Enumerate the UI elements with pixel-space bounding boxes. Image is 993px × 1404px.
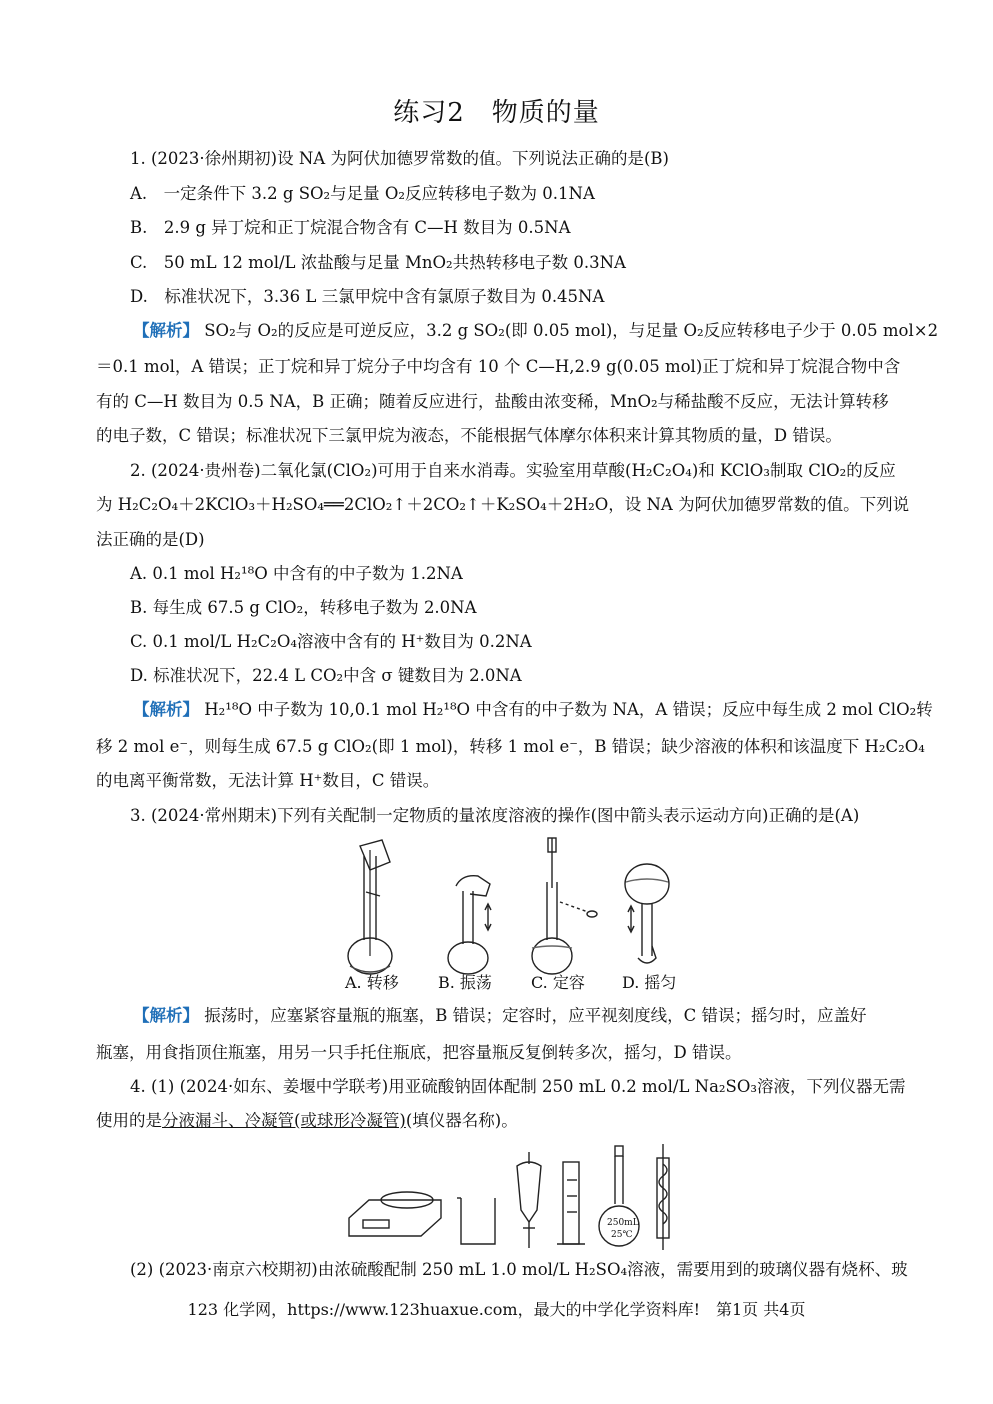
q1-explanation-line-1: SO₂与 O₂的反应是可逆反应，3.2 g SO₂(即 0.05 mol)，与足量 O₂反应转移电子少于 0.05 mol×2 xyxy=(204,321,939,340)
q2-stem-line-1: 2. (2024·贵州卷)二氧化氯(ClO₂)可用于自来水消毒。实验室用草酸(H₂C₂O₄)和 KClO₃制取 ClO₂的反应 xyxy=(130,461,896,480)
q2-stem-line-2: 为 H₂C₂O₄＋2KClO₃＋H₂SO₄══2ClO₂↑＋2CO₂↑＋K₂SO₄＋2H₂O，设 NA 为阿伏加德罗常数的值。下列说 xyxy=(96,495,910,514)
q4-answer: 分液漏斗、冷凝管(或球形冷凝管) xyxy=(162,1111,406,1130)
figure-caption-a: A. 转移 xyxy=(345,973,399,992)
dilute-illustration xyxy=(532,838,597,974)
q1-option-b: B. 2.9 g 异丁烷和正丁烷混合物含有 C—H 数目为 0.5NA xyxy=(130,218,571,237)
balance-illustration xyxy=(349,1192,441,1236)
figure-caption-d: D. 摇匀 xyxy=(622,973,677,992)
q1-explanation-line-2: ＝0.1 mol，A 错误；正丁烷和异丁烷分子中均含有 10 个 C—H,2.9 g(0.05 mol)正丁烷和异丁烷混合物中含 xyxy=(96,357,901,376)
page-footer: 123 化学网，https://www.123huaxue.com，最大的中学化学资料库! 第1页 共4页 xyxy=(187,1300,806,1319)
graduated-cylinder-illustration xyxy=(557,1162,585,1244)
q2-option-b: B. 每生成 67.5 g ClO₂，转移电子数为 2.0NA xyxy=(130,598,477,617)
q4-stem-prefix: 使用的是 xyxy=(96,1111,162,1130)
q1-option-d: D. 标准状况下，3.36 L 三氯甲烷中含有氯原子数目为 0.45NA xyxy=(130,287,605,306)
q2-option-a: A. 0.1 mol H₂¹⁸O 中含有的中子数为 1.2NA xyxy=(130,564,463,583)
q1-explanation-line-4: 的电子数，C 错误；标准状况下三氯甲烷为液态，不能根据气体摩尔体积来计算其物质的量，D 错误。 xyxy=(96,426,842,445)
q4-stem-suffix: (填仪器名称)。 xyxy=(405,1111,518,1130)
q4-stem-line-1: 4. (1) (2024·如东、姜堰中学联考)用亚硫酸钠固体配制 250 mL 0.2 mol/L Na₂SO₃溶液，下列仪器无需 xyxy=(130,1077,906,1096)
q2-explanation-line-2: 移 2 mol e⁻，则每生成 67.5 g ClO₂(即 1 mol)，转移 1 mol e⁻，B 错误；缺少溶液的体积和该温度下 H₂C₂O₄ xyxy=(96,737,925,756)
condenser-illustration xyxy=(657,1144,669,1250)
q4-part-2: (2) (2023·南京六校期初)由浓硫酸配制 250 mL 1.0 mol/L H₂SO₄溶液，需要用到的玻璃仪器有烧杯、玻 xyxy=(130,1260,908,1279)
q3-explanation-tag: 【解析】 xyxy=(133,1006,199,1025)
q2-stem-line-3: 法正确的是(D) xyxy=(96,530,205,549)
q3-explanation-line-1: 振荡时，应塞紧容量瓶的瓶塞，B 错误；定容时，应平视刻度线，C 错误；摇匀时，应盖好 xyxy=(204,1006,867,1025)
shake-illustration xyxy=(448,876,491,974)
q2-option-c: C. 0.1 mol/L H₂C₂O₄溶液中含有的 H⁺数目为 0.2NA xyxy=(130,632,532,651)
flask-label-volume: 250mL xyxy=(607,1218,639,1228)
q3-explanation-line-2: 瓶塞，用食指顶住瓶塞，用另一只手托住瓶底，把容量瓶反复倒转多次，摇匀，D 错误。 xyxy=(96,1043,742,1062)
q1-explanation-line-3: 有的 C—H 数目为 0.5 NA，B 正确；随着反应进行，盐酸由浓变稀，MnO₂与稀盐酸不反应，无法计算转移 xyxy=(96,392,889,411)
figure-caption-b: B. 振荡 xyxy=(438,973,492,992)
q2-option-d: D. 标准状况下，22.4 L CO₂中含 σ 键数目为 2.0NA xyxy=(130,666,522,685)
q1-stem: 1. (2023·徐州期初)设 NA 为阿伏加德罗常数的值。下列说法正确的是(B) xyxy=(130,149,669,168)
beaker-illustration xyxy=(457,1198,495,1244)
q2-explanation-tag: 【解析】 xyxy=(133,700,199,719)
separatory-funnel-illustration xyxy=(517,1152,541,1248)
flask-label-temperature: 25℃ xyxy=(611,1230,633,1240)
mix-illustration xyxy=(625,864,669,963)
q2-explanation-line-3: 的电离平衡常数，无法计算 H⁺数目，C 错误。 xyxy=(96,771,440,790)
page-title: 练习2 物质的量 xyxy=(393,98,600,128)
figure-caption-c: C. 定容 xyxy=(531,973,585,992)
q3-stem: 3. (2024·常州期末)下列有关配制一定物质的量浓度溶液的操作(图中箭头表示运动方向)正确的是(A) xyxy=(130,806,860,825)
q1-option-a: A. 一定条件下 3.2 g SO₂与足量 O₂反应转移电子数为 0.1NA xyxy=(130,184,595,203)
transfer-illustration xyxy=(348,840,392,974)
q2-explanation-line-1: H₂¹⁸O 中子数为 10,0.1 mol H₂¹⁸O 中含有的中子数为 NA，A 错误；反应中每生成 2 mol ClO₂转 xyxy=(204,700,933,719)
apparatus-figure xyxy=(345,1140,685,1252)
q1-option-c: C. 50 mL 12 mol/L 浓盐酸与足量 MnO₂共热转移电子数 0.3NA xyxy=(130,253,626,272)
volumetric-operations-figure xyxy=(330,836,690,986)
q1-explanation-tag: 【解析】 xyxy=(133,321,199,340)
